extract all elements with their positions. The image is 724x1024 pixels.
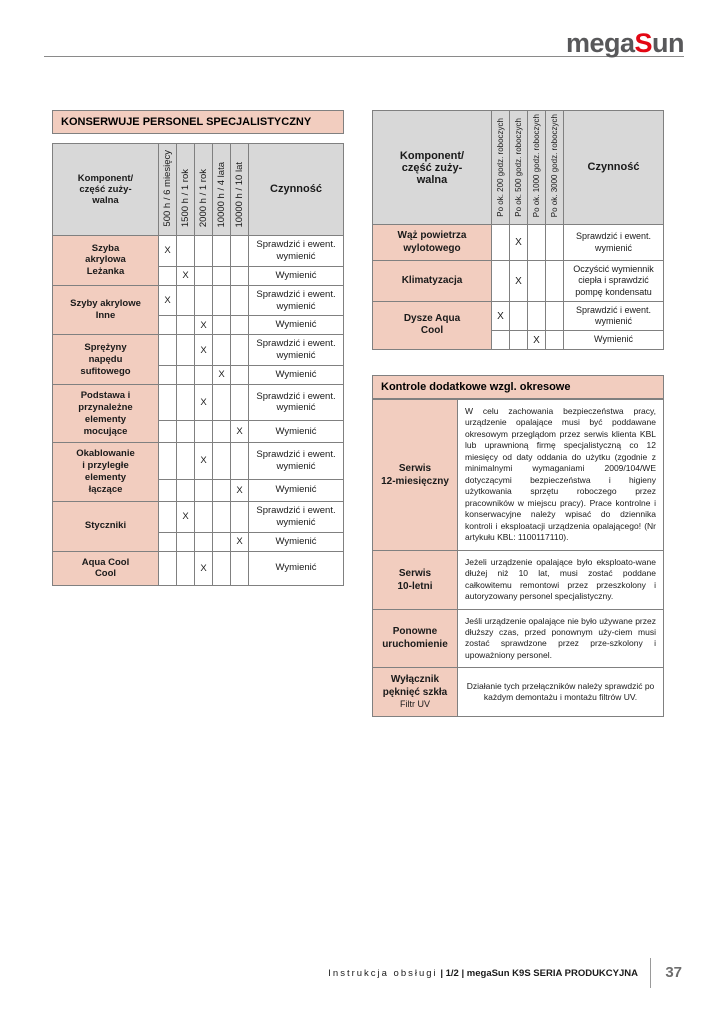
extra-text-cell: Działanie tych przełączników należy sprawdzić po każdym demontażu i montażu filtrów UV. bbox=[458, 668, 664, 717]
component-line: Styczniki bbox=[84, 520, 127, 532]
component-line: sufitowego bbox=[80, 365, 131, 377]
mark-cell-empty bbox=[510, 301, 528, 331]
component-line: Szyby akrylowe bbox=[70, 298, 141, 310]
mark-cell-empty bbox=[546, 225, 564, 261]
mark-cell-empty bbox=[213, 285, 231, 316]
header-component-line: Komponent/ bbox=[399, 149, 465, 162]
header-interval-label: 10000 h / 10 lat bbox=[233, 161, 245, 227]
mark-cell-empty bbox=[159, 335, 177, 366]
header-interval-1 bbox=[159, 144, 177, 236]
action-cell: Wymienić bbox=[249, 266, 344, 285]
mark-cell-checked: X bbox=[528, 331, 546, 349]
action-cell: Sprawdzić i ewent. wymienić bbox=[249, 501, 344, 532]
component-line: Cool bbox=[420, 325, 444, 337]
footer-sep-2: | bbox=[458, 968, 467, 979]
logo-s: S bbox=[634, 28, 652, 58]
footer-manual-label: Instrukcja obsługi bbox=[328, 968, 438, 979]
component-line: Dysze Aqua bbox=[403, 312, 461, 324]
footer-text bbox=[328, 968, 638, 979]
action-cell: Oczyścić wymiennik ciepła i sprawdzić pompę kondensatu bbox=[564, 261, 664, 302]
mark-cell-empty bbox=[528, 301, 546, 331]
action-cell: Wymienić bbox=[249, 421, 344, 443]
mark-cell-empty bbox=[195, 266, 213, 285]
action-cell: Wymienić bbox=[249, 479, 344, 501]
header-interval-3 bbox=[195, 144, 213, 236]
extra-table-row bbox=[373, 400, 664, 551]
table-row bbox=[53, 384, 344, 420]
component-line: Klimatyzacja bbox=[401, 274, 463, 286]
component-line: Aqua Cool bbox=[81, 556, 130, 568]
component-cell bbox=[53, 501, 159, 551]
component-line: Inne bbox=[95, 309, 116, 321]
extra-label-line: Wyłącznik bbox=[390, 674, 440, 686]
header-interval-label: Po ok. 1000 godz. roboczych bbox=[531, 114, 541, 218]
extra-checks-table bbox=[372, 399, 664, 717]
extra-label-sub: Filtr UV bbox=[400, 699, 430, 710]
mark-cell-empty bbox=[231, 335, 249, 366]
table-header-row bbox=[53, 144, 344, 236]
mark-cell-empty bbox=[231, 443, 249, 479]
component-line: mocujące bbox=[83, 425, 128, 437]
extra-label-line: pęknięć szkła bbox=[382, 687, 448, 699]
mark-cell-empty bbox=[177, 366, 195, 385]
table-row bbox=[373, 301, 664, 331]
mark-cell-empty bbox=[159, 479, 177, 501]
extra-label-line: 10-letni bbox=[397, 580, 433, 592]
page-number: 37 bbox=[650, 958, 684, 988]
mark-cell-empty bbox=[213, 316, 231, 335]
mark-cell-empty bbox=[177, 316, 195, 335]
extra-text-cell: Jeżeli urządzenie opalające było eksploato-wane dłużej niż 10 lat, musi zostać poddane całkowitemu remontowi przez przeszkolony i autoryzowany personel specjalistyczny. bbox=[458, 550, 664, 609]
component-line: wylotowego bbox=[403, 242, 461, 254]
mark-cell-checked: X bbox=[159, 285, 177, 316]
extra-label-line: 12-miesięczny bbox=[381, 475, 449, 487]
mark-cell-empty bbox=[195, 532, 213, 551]
mark-cell-empty bbox=[231, 316, 249, 335]
component-line: Okablowanie bbox=[76, 448, 135, 460]
mark-cell-empty bbox=[492, 225, 510, 261]
header-interval-1 bbox=[492, 111, 510, 225]
mark-cell-empty bbox=[213, 266, 231, 285]
header-component-line: walna bbox=[416, 173, 448, 186]
mark-cell-empty bbox=[195, 479, 213, 501]
mark-cell-empty bbox=[213, 384, 231, 420]
mark-cell-empty bbox=[177, 443, 195, 479]
component-line: i przyległe bbox=[82, 460, 129, 472]
component-line: Sprężyny bbox=[84, 341, 127, 353]
mark-cell-checked: X bbox=[195, 335, 213, 366]
mark-cell-empty bbox=[177, 236, 195, 267]
mark-cell-empty bbox=[231, 551, 249, 586]
page-footer bbox=[44, 958, 684, 988]
mark-cell-checked: X bbox=[159, 236, 177, 267]
header-interval-label: Po ok. 500 godz. roboczych bbox=[513, 118, 523, 218]
megasun-logo bbox=[566, 28, 684, 59]
mark-cell-empty bbox=[177, 551, 195, 586]
table-row bbox=[53, 443, 344, 479]
extra-label-cell bbox=[373, 400, 458, 551]
header-component-line: walna bbox=[92, 195, 119, 206]
header-interval-3 bbox=[528, 111, 546, 225]
component-cell bbox=[53, 236, 159, 286]
mark-cell-empty bbox=[528, 261, 546, 302]
extra-text-cell: Jeśli urządzenie opalające nie było używane przez dłuższy czas, przed ponownym uży-ciem musi zostać sprawdzone przez prze-szkolony i upoważniony personel. bbox=[458, 609, 664, 668]
component-cell bbox=[53, 285, 159, 335]
extra-checks-section bbox=[372, 375, 664, 717]
header-interval-2 bbox=[510, 111, 528, 225]
header-interval-label: 10000 h / 4 lata bbox=[215, 161, 227, 227]
mark-cell-checked: X bbox=[231, 479, 249, 501]
component-line: przynależne bbox=[78, 401, 133, 413]
mark-cell-checked: X bbox=[213, 366, 231, 385]
mark-cell-checked: X bbox=[195, 551, 213, 586]
mark-cell-empty bbox=[213, 236, 231, 267]
table-row bbox=[53, 285, 344, 316]
action-cell: Sprawdzić i ewent. wymienić bbox=[249, 443, 344, 479]
mark-cell-empty bbox=[213, 335, 231, 366]
mark-cell-empty bbox=[213, 421, 231, 443]
component-line: Wąż powietrza bbox=[397, 230, 467, 242]
mark-cell-empty bbox=[159, 532, 177, 551]
mark-cell-empty bbox=[213, 532, 231, 551]
footer-sep-1: | bbox=[440, 968, 446, 979]
mark-cell-empty bbox=[195, 236, 213, 267]
mark-cell-empty bbox=[492, 261, 510, 302]
mark-cell-empty bbox=[195, 501, 213, 532]
action-cell: Sprawdzić i ewent. wymienić bbox=[249, 335, 344, 366]
mark-cell-empty bbox=[231, 236, 249, 267]
mark-cell-empty bbox=[195, 366, 213, 385]
component-line: napędu bbox=[88, 353, 123, 365]
mark-cell-empty bbox=[213, 501, 231, 532]
component-cell bbox=[53, 551, 159, 586]
footer-section: 1/2 bbox=[445, 968, 459, 979]
action-cell: Sprawdzić i ewent. wymienić bbox=[249, 285, 344, 316]
component-line: Cool bbox=[94, 568, 117, 580]
mark-cell-checked: X bbox=[195, 384, 213, 420]
header-interval-4 bbox=[213, 144, 231, 236]
mark-cell-empty bbox=[159, 501, 177, 532]
mark-cell-empty bbox=[159, 443, 177, 479]
operating-hours-section bbox=[372, 110, 664, 350]
header-interval-label: 2000 h / 1 rok bbox=[197, 168, 209, 227]
mark-cell-empty bbox=[177, 335, 195, 366]
mark-cell-checked: X bbox=[510, 261, 528, 302]
header-interval-4 bbox=[546, 111, 564, 225]
extra-table-row bbox=[373, 609, 664, 668]
mark-cell-checked: X bbox=[492, 301, 510, 331]
extra-label-cell bbox=[373, 609, 458, 668]
header-interval-label: Po ok. 200 godz. roboczych bbox=[495, 118, 505, 218]
component-line: akrylowa bbox=[85, 254, 126, 266]
mark-cell-empty bbox=[546, 301, 564, 331]
component-line: Szyba bbox=[91, 242, 120, 254]
component-line: elementy bbox=[84, 472, 127, 484]
action-cell: Wymienić bbox=[249, 316, 344, 335]
table-row bbox=[373, 261, 664, 302]
left-table-title: KONSERWUJE PERSONEL SPECJALISTYCZNY bbox=[52, 110, 344, 134]
mark-cell-checked: X bbox=[177, 266, 195, 285]
mark-cell-empty bbox=[510, 331, 528, 349]
mark-cell-empty bbox=[546, 261, 564, 302]
extra-label-cell bbox=[373, 550, 458, 609]
mark-cell-empty bbox=[231, 501, 249, 532]
mark-cell-empty bbox=[492, 331, 510, 349]
header-action-cell: Czynność bbox=[249, 144, 344, 236]
mark-cell-empty bbox=[177, 384, 195, 420]
header-interval-label: 1500 h / 1 rok bbox=[179, 168, 191, 227]
specialist-maintenance-section bbox=[52, 110, 344, 586]
mark-cell-checked: X bbox=[177, 501, 195, 532]
mark-cell-checked: X bbox=[195, 443, 213, 479]
action-cell: Wymienić bbox=[564, 331, 664, 349]
header-interval-2 bbox=[177, 144, 195, 236]
mark-cell-checked: X bbox=[231, 421, 249, 443]
component-cell bbox=[53, 384, 159, 443]
action-cell: Sprawdzić i ewent. wymienić bbox=[249, 236, 344, 267]
mark-cell-empty bbox=[159, 266, 177, 285]
component-line: elementy bbox=[84, 413, 127, 425]
operating-hours-table bbox=[372, 110, 664, 350]
mark-cell-checked: X bbox=[510, 225, 528, 261]
mark-cell-empty bbox=[177, 421, 195, 443]
mark-cell-empty bbox=[195, 421, 213, 443]
table-row bbox=[53, 236, 344, 267]
mark-cell-empty bbox=[213, 479, 231, 501]
action-cell: Wymienić bbox=[249, 532, 344, 551]
header-action-cell: Czynność bbox=[564, 111, 664, 225]
mark-cell-empty bbox=[159, 551, 177, 586]
component-line: Leżanka bbox=[86, 266, 125, 278]
logo-un: un bbox=[652, 28, 684, 58]
header-component-line: część zuży- bbox=[79, 184, 132, 195]
footer-product: megaSun K9S SERIA PRODUKCYJNA bbox=[466, 968, 638, 979]
extra-table-row bbox=[373, 550, 664, 609]
component-line: łączące bbox=[88, 484, 123, 495]
mark-cell-empty bbox=[159, 366, 177, 385]
table-row bbox=[373, 225, 664, 261]
mark-cell-empty bbox=[177, 479, 195, 501]
table-header-row bbox=[373, 111, 664, 225]
extra-label-line: uruchomienie bbox=[382, 639, 448, 651]
logo-mega: mega bbox=[565, 28, 635, 58]
action-cell: Sprawdzić i ewent. wymienić bbox=[564, 225, 664, 261]
action-cell: Wymienić bbox=[249, 551, 344, 586]
mark-cell-empty bbox=[177, 532, 195, 551]
extra-label-line: Ponowne bbox=[392, 626, 438, 638]
action-cell: Wymienić bbox=[249, 366, 344, 385]
mark-cell-empty bbox=[231, 384, 249, 420]
mark-cell-empty bbox=[177, 285, 195, 316]
action-cell: Sprawdzić i ewent. wymienić bbox=[249, 384, 344, 420]
mark-cell-empty bbox=[231, 285, 249, 316]
mark-cell-empty bbox=[213, 551, 231, 586]
extra-table-title: Kontrole dodatkowe wzgl. okresowe bbox=[372, 375, 664, 399]
mark-cell-empty bbox=[213, 443, 231, 479]
header-component-cell bbox=[53, 144, 159, 236]
mark-cell-empty bbox=[546, 331, 564, 349]
extra-text-cell: W celu zachowania bezpieczeństwa pracy, urządzenie opalające musi być poddawane okresowym przeglądom przez serwis klienta KBL lub uprawnioną firmę specjalistyczną co 12 miesięcy od daty oddania do użytku (zgodnie z minimalnymi wymaganiami 2009/104/WE dotyczącymi bezpieczeństwa i higieny użytkowania sprzętu roboczego przez pracowników w miejscu pracy). Prace kontrolne i konserwacyjne należy wpisać do dziennika kontroli i eksploatacji urządzenia opalającego! (Nr artykułu KBL: 1100117110). bbox=[458, 400, 664, 551]
component-line: Podstawa i bbox=[80, 389, 131, 401]
mark-cell-empty bbox=[231, 366, 249, 385]
component-cell bbox=[373, 261, 492, 302]
header-interval-label: 500 h / 6 miesięcy bbox=[161, 150, 173, 227]
extra-label-line: Serwis bbox=[398, 462, 432, 474]
mark-cell-empty bbox=[528, 225, 546, 261]
header-component-line: Komponent/ bbox=[77, 173, 134, 184]
header-interval-label: Po ok. 3000 godz. roboczych bbox=[549, 114, 559, 218]
mark-cell-checked: X bbox=[195, 316, 213, 335]
mark-cell-empty bbox=[231, 266, 249, 285]
page-header bbox=[44, 28, 684, 68]
component-cell bbox=[53, 443, 159, 502]
action-cell: Sprawdzić i ewent. wymienić bbox=[564, 301, 664, 331]
header-interval-5 bbox=[231, 144, 249, 236]
mark-cell-empty bbox=[159, 421, 177, 443]
table-row bbox=[53, 551, 344, 586]
extra-table-row bbox=[373, 668, 664, 717]
extra-label-line: Serwis bbox=[398, 567, 432, 579]
component-cell bbox=[373, 301, 492, 349]
specialist-maintenance-table bbox=[52, 143, 344, 586]
header-component-cell bbox=[373, 111, 492, 225]
extra-label-cell bbox=[373, 668, 458, 717]
table-row bbox=[53, 335, 344, 366]
mark-cell-checked: X bbox=[231, 532, 249, 551]
mark-cell-empty bbox=[159, 316, 177, 335]
component-cell bbox=[373, 225, 492, 261]
mark-cell-empty bbox=[195, 285, 213, 316]
header-component-line: część zuży- bbox=[401, 161, 463, 174]
table-row bbox=[53, 501, 344, 532]
component-cell bbox=[53, 335, 159, 385]
mark-cell-empty bbox=[159, 384, 177, 420]
